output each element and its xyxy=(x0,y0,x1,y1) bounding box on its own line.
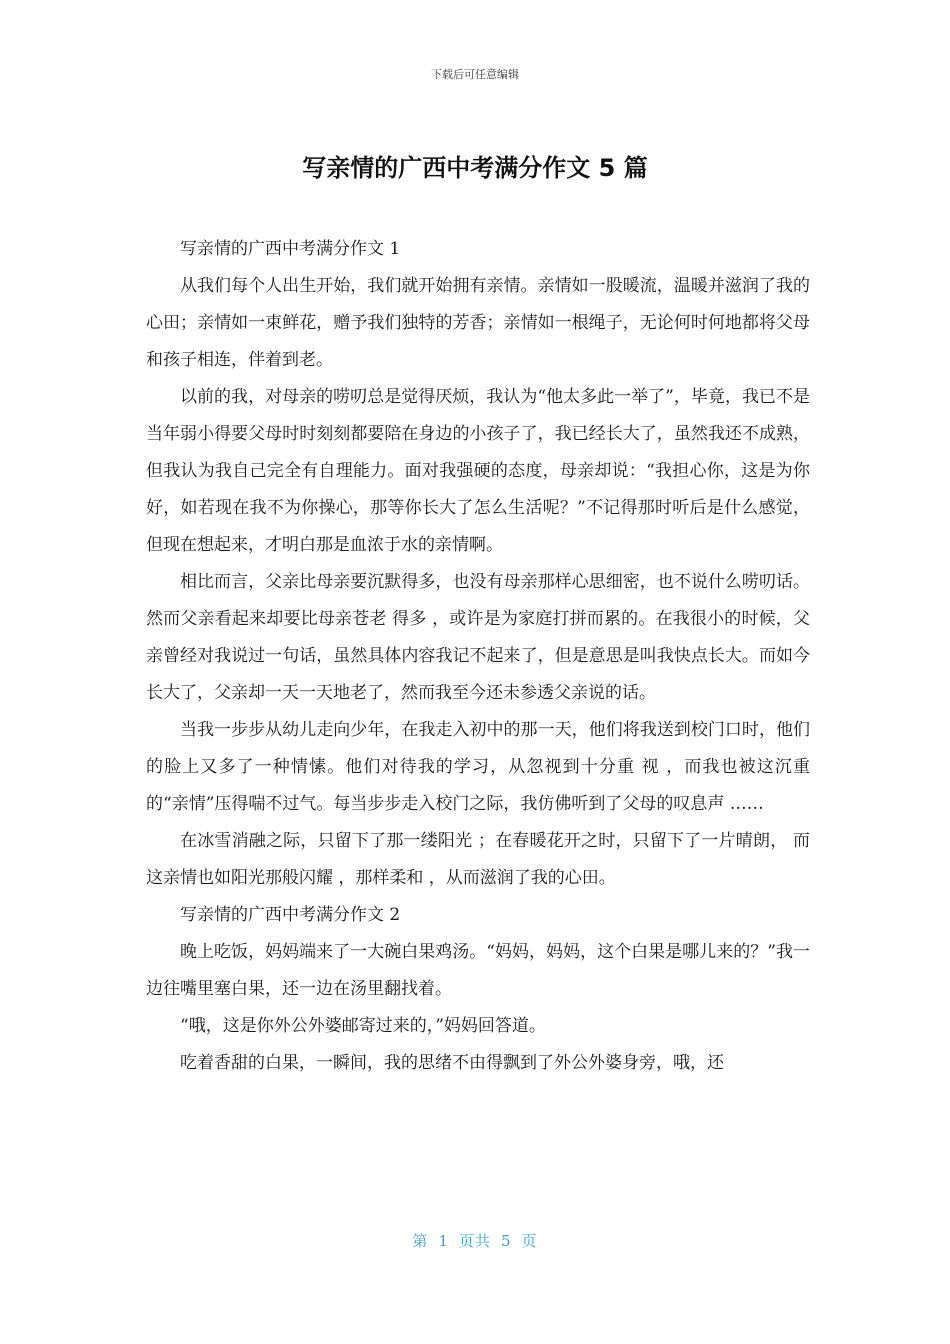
paragraph: 当我一步步从幼儿走向少年，在我走入初中的那一天，他们将我送到校门口时，他们的脸上又多了一种情愫。他们对待我的学习，从忽视到十分重 视 ，而我也被这沉重的“亲情”压得喘不过气。每当步步走入校门之际，我仿佛听到了父母的叹息声 …… xyxy=(146,720,810,814)
document-title: 写亲情的广西中考满分作文 5 篇 xyxy=(302,154,648,182)
section-heading-1: 写亲情的广西中考满分作文 1 xyxy=(180,239,401,259)
paragraph: 从我们每个人出生开始，我们就开始拥有亲情。亲情如一股暖流，温暖并滋润了我的心田；亲情如一束鲜花，赠予我们独特的芳香；亲情如一根绳子，无论何时何地都将父母和孩子相连，伴着到老。 xyxy=(146,276,810,370)
footer-di: 第 xyxy=(412,1232,429,1250)
section-heading-2: 写亲情的广西中考满分作文 2 xyxy=(180,905,401,925)
paragraph: 晚上吃饭，妈妈端来了一大碗白果鸡汤。“妈妈，妈妈，这个白果是哪儿来的？”我一边往嘴里塞白果，还一边在汤里翻找着。 xyxy=(146,942,810,999)
paragraph: 以前的我，对母亲的唠叨总是觉得厌烦，我认为“他太多此一举了”，毕竟，我已不是当年弱小得要父母时时刻刻都要陪在身边的小孩子了，我已经长大了，虽然我还不成熟，但我认为我自己完全有自理能力。面对我强硬的态度，母亲却说：“我担心你，这是为你好，如若现在我不为你操心，那等你长大了怎么生活呢？”不记得那时听后是什么感觉，但现在想起来，才明白那是血浓于水的亲情啊。 xyxy=(146,387,810,555)
footer-page-current: 1 xyxy=(438,1232,449,1250)
paragraph: 相比而言，父亲比母亲要沉默得多，也没有母亲那样心思细密，也不说什么唠叨话。然而父亲看起来却要比母亲苍老 得多 ，或许是为家庭打拼而累的。在我很小的时候，父亲曾经对我说过一句话，虽然具体内容我记不起来了，但是意思是叫我快点长大。而如今长大了，父亲却一天一天地老了，然而我至今还未参透父亲说的话。 xyxy=(146,572,810,703)
paragraph: “哦，这是你外公外婆邮寄过来的，”妈妈回答道。 xyxy=(180,1016,546,1036)
paragraph: 在冰雪消融之际，只留下了那一缕阳光 ；在春暖花开之时，只留下了一片晴朗， 而这亲情也如阳光那般闪耀 ，那样柔和 ，从而滋润了我的心田。 xyxy=(146,831,810,888)
paragraph: 吃着香甜的白果，一瞬间，我的思绪不由得飘到了外公外婆身旁，哦，还 xyxy=(180,1053,724,1073)
footer-ye: 页 xyxy=(521,1232,538,1250)
footer-page-total: 5 xyxy=(501,1232,512,1250)
footer-ye-gong: 页共 xyxy=(458,1232,491,1250)
document-body xyxy=(146,231,810,1082)
page-footer xyxy=(0,1230,950,1251)
header-note: 下载后可任意编辑 xyxy=(431,68,519,81)
